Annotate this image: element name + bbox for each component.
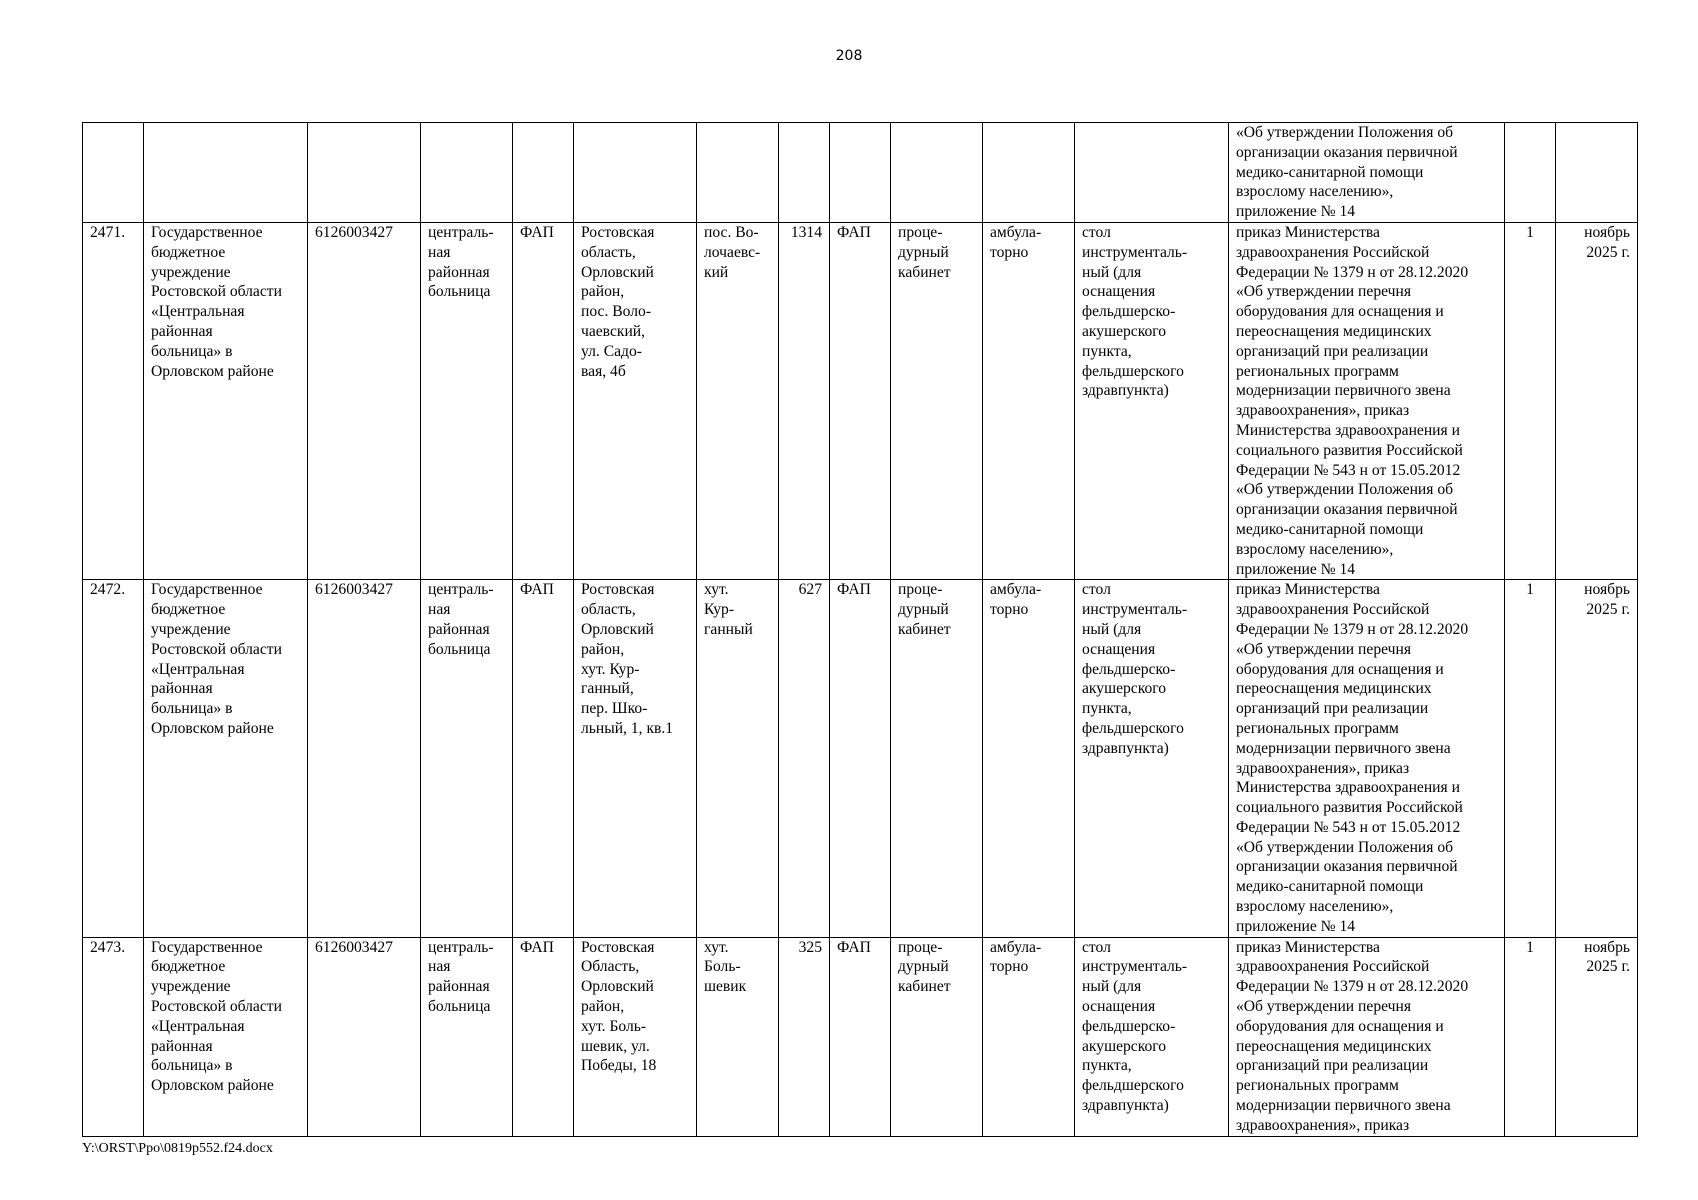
- cell-unit: ФАП: [513, 937, 574, 1136]
- cell-population: [779, 123, 830, 223]
- cell-population: 1314: [779, 222, 830, 579]
- cell-equipment: стол инструменталь- ный (для оснащения фельдшерско- акушерского пункта, фельдшерского здравпункта): [1075, 222, 1229, 579]
- cell-unit2: ФАП: [830, 937, 891, 1136]
- cell-type: централь- ная районная больница: [421, 937, 513, 1136]
- cell-locality: пос. Во- лочаевс- кий: [697, 222, 779, 579]
- cell-locality: [697, 123, 779, 223]
- cell-locality: хут. Боль- шевик: [697, 937, 779, 1136]
- cell-unit: ФАП: [513, 580, 574, 937]
- cell-org: Государственное бюджетное учреждение Ростовской области «Центральная районная больница» в Орловском районе: [144, 222, 308, 579]
- cell-num: [83, 123, 144, 223]
- cell-equipment: стол инструменталь- ный (для оснащения фельдшерско- акушерского пункта, фельдшерского здравпункта): [1075, 937, 1229, 1136]
- cell-date: ноябрь 2025 г.: [1556, 222, 1638, 579]
- cell-mode: амбула- торно: [983, 937, 1075, 1136]
- table-row-continued: [83, 123, 1638, 223]
- cell-org: Государственное бюджетное учреждение Ростовской области «Центральная районная больница» в Орловском районе: [144, 937, 308, 1136]
- cell-type: централь- ная районная больница: [421, 222, 513, 579]
- cell-org: Государственное бюджетное учреждение Ростовской области «Центральная районная больница» в Орловском районе: [144, 580, 308, 937]
- cell-population: 627: [779, 580, 830, 937]
- cell-basis: приказ Министерства здравоохранения Российской Федерации № 1379 н от 28.12.2020 «Об утверждении перечня оборудования для оснащения и переоснащения медицинских организаций при реализации региональных программ модернизации первичного звена здравоохранения», приказ Министерства здравоохранения и социального развития Российской Федерации № 543 н от 15.05.2012 «Об утверждении Положения об организации оказания первичной медико-санитарной помощи взрослому населению», приложение № 14: [1229, 580, 1505, 937]
- cell-num: 2472.: [83, 580, 144, 937]
- table-row: [83, 937, 1638, 1136]
- cell-type: [421, 123, 513, 223]
- cell-date: [1556, 123, 1638, 223]
- cell-unit: [513, 123, 574, 223]
- cell-basis: приказ Министерства здравоохранения Российской Федерации № 1379 н от 28.12.2020 «Об утверждении перечня оборудования для оснащения и переоснащения медицинских организаций при реализации региональных программ модернизации первичного звена здравоохранения», приказ: [1229, 937, 1505, 1136]
- cell-inn: 6126003427: [308, 222, 421, 579]
- cell-qty: [1505, 123, 1556, 223]
- cell-locality: хут. Кур- ганный: [697, 580, 779, 937]
- cell-basis: приказ Министерства здравоохранения Российской Федерации № 1379 н от 28.12.2020 «Об утверждении перечня оборудования для оснащения и переоснащения медицинских организаций при реализации региональных программ модернизации первичного звена здравоохранения», приказ Министерства здравоохранения и социального развития Российской Федерации № 543 н от 15.05.2012 «Об утверждении Положения об организации оказания первичной медико-санитарной помощи взрослому населению», приложение № 14: [1229, 222, 1505, 579]
- cell-unit2: [830, 123, 891, 223]
- cell-unit: ФАП: [513, 222, 574, 579]
- cell-date: ноябрь 2025 г.: [1556, 937, 1638, 1136]
- cell-qty: 1: [1505, 580, 1556, 937]
- table-row: [83, 222, 1638, 579]
- cell-population: 325: [779, 937, 830, 1136]
- cell-inn: 6126003427: [308, 937, 421, 1136]
- equipment-table: [82, 122, 1638, 1137]
- cell-unit2: ФАП: [830, 222, 891, 579]
- cell-type: централь- ная районная больница: [421, 580, 513, 937]
- cell-address: Ростовская Область, Орловский район, хут. Боль- шевик, ул. Победы, 18: [574, 937, 697, 1136]
- cell-num: 2473.: [83, 937, 144, 1136]
- table-row: [83, 580, 1638, 937]
- cell-address: [574, 123, 697, 223]
- cell-unit2: ФАП: [830, 580, 891, 937]
- cell-address: Ростовская область, Орловский район, хут. Кур- ганный, пер. Шко- льный, 1, кв.1: [574, 580, 697, 937]
- page-number: 208: [835, 48, 863, 64]
- cell-inn: [308, 123, 421, 223]
- footer-file-path: Y:\ORST\Ppo\0819p552.f24.docx: [82, 1141, 273, 1156]
- cell-num: 2471.: [83, 222, 144, 579]
- cell-inn: 6126003427: [308, 580, 421, 937]
- cell-room: проце- дурный кабинет: [891, 222, 983, 579]
- cell-qty: 1: [1505, 222, 1556, 579]
- cell-equipment: [1075, 123, 1229, 223]
- cell-basis: «Об утверждении Положения об организации оказания первичной медико-санитарной помощи взрослому населению», приложение № 14: [1229, 123, 1505, 223]
- cell-date: ноябрь 2025 г.: [1556, 580, 1638, 937]
- cell-room: проце- дурный кабинет: [891, 580, 983, 937]
- cell-qty: 1: [1505, 937, 1556, 1136]
- cell-address: Ростовская область, Орловский район, пос. Воло- чаевский, ул. Садо- вая, 4б: [574, 222, 697, 579]
- cell-mode: [983, 123, 1075, 223]
- cell-org: [144, 123, 308, 223]
- cell-room: проце- дурный кабинет: [891, 937, 983, 1136]
- cell-equipment: стол инструменталь- ный (для оснащения фельдшерско- акушерского пункта, фельдшерского здравпункта): [1075, 580, 1229, 937]
- cell-mode: амбула- торно: [983, 222, 1075, 579]
- cell-room: [891, 123, 983, 223]
- cell-mode: амбула- торно: [983, 580, 1075, 937]
